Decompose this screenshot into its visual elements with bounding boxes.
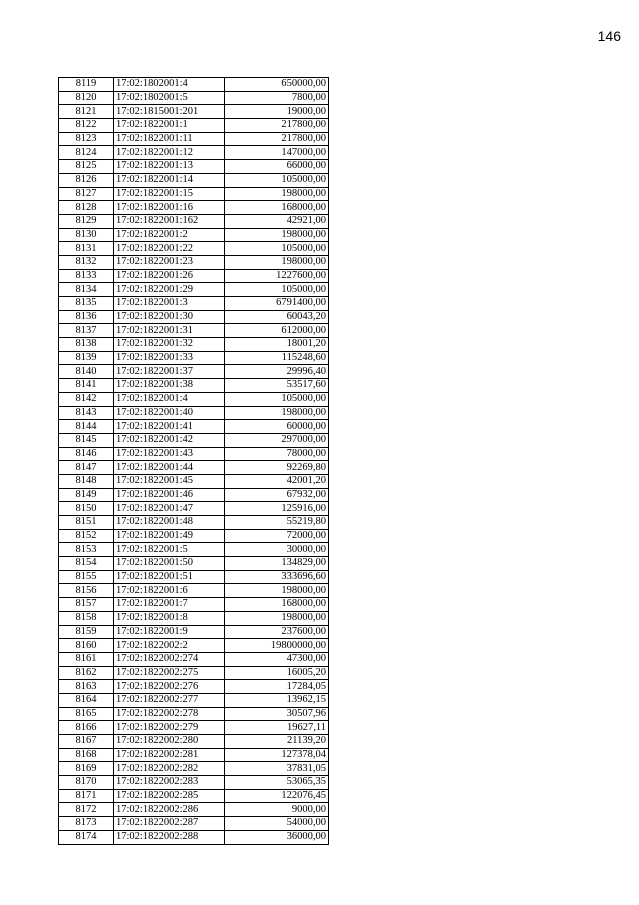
row-number: 8157 [59,598,114,612]
table-row [59,365,329,379]
table-row [59,119,329,133]
row-number: 8153 [59,543,114,557]
cadastral-value: 42921,00 [225,214,329,228]
row-number: 8124 [59,146,114,160]
cadastral-number: 17:02:1822001:50 [114,557,225,571]
row-number: 8159 [59,625,114,639]
cadastral-value: 7800,00 [225,91,329,105]
cadastral-value: 198000,00 [225,255,329,269]
cadastral-value: 127378,04 [225,748,329,762]
cadastral-value: 29996,40 [225,365,329,379]
table-row [59,748,329,762]
cadastral-value: 60043,20 [225,310,329,324]
table-row [59,557,329,571]
row-number: 8165 [59,707,114,721]
table-row [59,406,329,420]
row-number: 8134 [59,283,114,297]
cadastral-number: 17:02:1822001:38 [114,379,225,393]
row-number: 8169 [59,762,114,776]
row-number: 8123 [59,132,114,146]
table-row [59,529,329,543]
row-number: 8171 [59,789,114,803]
cadastral-value: 650000,00 [225,78,329,92]
cadastral-number: 17:02:1822002:283 [114,776,225,790]
cadastral-value: 60000,00 [225,420,329,434]
table-row [59,255,329,269]
row-number: 8144 [59,420,114,434]
cadastral-value: 54000,00 [225,817,329,831]
cadastral-number: 17:02:1822002:288 [114,830,225,844]
cadastral-value: 1227600,00 [225,269,329,283]
row-number: 8152 [59,529,114,543]
cadastral-value: 16005,20 [225,666,329,680]
cadastral-value: 9000,00 [225,803,329,817]
cadastral-number: 17:02:1822001:9 [114,625,225,639]
cadastral-value: 217800,00 [225,132,329,146]
cadastral-value: 105000,00 [225,392,329,406]
cadastral-value: 198000,00 [225,187,329,201]
table-row [59,776,329,790]
row-number: 8137 [59,324,114,338]
row-number: 8143 [59,406,114,420]
table-row [59,652,329,666]
cadastral-value: 67932,00 [225,488,329,502]
table-row [59,707,329,721]
cadastral-value: 198000,00 [225,584,329,598]
cadastral-value: 333696,60 [225,570,329,584]
table-row [59,789,329,803]
row-number: 8154 [59,557,114,571]
row-number: 8133 [59,269,114,283]
cadastral-value: 198000,00 [225,611,329,625]
cadastral-number: 17:02:1822001:40 [114,406,225,420]
cadastral-value: 134829,00 [225,557,329,571]
cadastral-number: 17:02:1822002:285 [114,789,225,803]
row-number: 8125 [59,160,114,174]
table-row [59,146,329,160]
cadastral-number: 17:02:1822001:48 [114,516,225,530]
row-number: 8129 [59,214,114,228]
cadastral-number: 17:02:1822001:8 [114,611,225,625]
table-row [59,598,329,612]
table-row [59,570,329,584]
table-row [59,420,329,434]
row-number: 8131 [59,242,114,256]
cadastral-number: 17:02:1822001:7 [114,598,225,612]
cadastral-number: 17:02:1822001:23 [114,255,225,269]
cadastral-value: 105000,00 [225,242,329,256]
row-number: 8167 [59,735,114,749]
table-row [59,379,329,393]
cadastral-value: 125916,00 [225,502,329,516]
cadastral-number: 17:02:1822001:31 [114,324,225,338]
cadastral-value: 105000,00 [225,283,329,297]
cadastral-value: 30000,00 [225,543,329,557]
row-number: 8121 [59,105,114,119]
row-number: 8161 [59,652,114,666]
row-number: 8147 [59,461,114,475]
table-row [59,502,329,516]
cadastral-number: 17:02:1822001:45 [114,474,225,488]
cadastral-number: 17:02:1822002:276 [114,680,225,694]
row-number: 8149 [59,488,114,502]
table-row [59,351,329,365]
cadastral-value: 147000,00 [225,146,329,160]
cadastral-value: 6791400,00 [225,297,329,311]
cadastral-number: 17:02:1822002:282 [114,762,225,776]
cadastral-value: 21139,20 [225,735,329,749]
cadastral-number: 17:02:1822002:278 [114,707,225,721]
cadastral-value: 13962,15 [225,693,329,707]
cadastral-number: 17:02:1822001:29 [114,283,225,297]
row-number: 8138 [59,338,114,352]
table-row [59,132,329,146]
table-row [59,762,329,776]
cadastral-number: 17:02:1822001:13 [114,160,225,174]
cadastral-value: 168000,00 [225,598,329,612]
cadastral-number: 17:02:1802001:5 [114,91,225,105]
row-number: 8146 [59,447,114,461]
cadastral-number: 17:02:1822002:275 [114,666,225,680]
cadastral-number: 17:02:1822001:162 [114,214,225,228]
cadastral-number: 17:02:1822001:3 [114,297,225,311]
row-number: 8132 [59,255,114,269]
cadastral-number: 17:02:1815001:201 [114,105,225,119]
row-number: 8162 [59,666,114,680]
cadastral-number: 17:02:1822001:32 [114,338,225,352]
row-number: 8130 [59,228,114,242]
row-number: 8174 [59,830,114,844]
cadastral-number: 17:02:1822001:37 [114,365,225,379]
cadastral-value: 53517,60 [225,379,329,393]
cadastral-value-table [58,77,329,845]
table-row [59,201,329,215]
cadastral-number: 17:02:1822001:47 [114,502,225,516]
table-row [59,228,329,242]
table-row [59,516,329,530]
cadastral-value: 72000,00 [225,529,329,543]
cadastral-number: 17:02:1822002:280 [114,735,225,749]
cadastral-value: 55219,80 [225,516,329,530]
table-row [59,173,329,187]
row-number: 8163 [59,680,114,694]
cadastral-number: 17:02:1822002:287 [114,817,225,831]
table-body [59,78,329,845]
cadastral-value: 17284,05 [225,680,329,694]
cadastral-value: 30507,96 [225,707,329,721]
table-row [59,488,329,502]
row-number: 8140 [59,365,114,379]
cadastral-value: 53065,35 [225,776,329,790]
cadastral-value: 297000,00 [225,433,329,447]
row-number: 8142 [59,392,114,406]
table-row [59,474,329,488]
cadastral-value: 42001,20 [225,474,329,488]
cadastral-number: 17:02:1822001:1 [114,119,225,133]
row-number: 8122 [59,119,114,133]
cadastral-number: 17:02:1822001:11 [114,132,225,146]
table-row [59,269,329,283]
cadastral-value: 78000,00 [225,447,329,461]
page-number: 146 [597,28,621,44]
cadastral-number: 17:02:1822002:286 [114,803,225,817]
table-row [59,324,329,338]
row-number: 8126 [59,173,114,187]
cadastral-value: 19800000,00 [225,639,329,653]
table-row [59,693,329,707]
row-number: 8120 [59,91,114,105]
table-row [59,830,329,844]
row-number: 8156 [59,584,114,598]
row-number: 8164 [59,693,114,707]
cadastral-value: 168000,00 [225,201,329,215]
row-number: 8145 [59,433,114,447]
table-row [59,310,329,324]
table-row [59,543,329,557]
cadastral-number: 17:02:1822001:43 [114,447,225,461]
row-number: 8141 [59,379,114,393]
row-number: 8172 [59,803,114,817]
cadastral-number: 17:02:1822001:51 [114,570,225,584]
table-row [59,187,329,201]
table-row [59,338,329,352]
cadastral-value: 105000,00 [225,173,329,187]
cadastral-number: 17:02:1822001:15 [114,187,225,201]
cadastral-value: 36000,00 [225,830,329,844]
row-number: 8135 [59,297,114,311]
cadastral-number: 17:02:1822001:26 [114,269,225,283]
row-number: 8151 [59,516,114,530]
cadastral-value: 19000,00 [225,105,329,119]
table-row [59,803,329,817]
row-number: 8166 [59,721,114,735]
cadastral-number: 17:02:1822002:279 [114,721,225,735]
cadastral-number: 17:02:1802001:4 [114,78,225,92]
cadastral-number: 17:02:1822002:2 [114,639,225,653]
table-row [59,461,329,475]
cadastral-number: 17:02:1822001:42 [114,433,225,447]
cadastral-number: 17:02:1822001:41 [114,420,225,434]
cadastral-value: 47300,00 [225,652,329,666]
table-row [59,91,329,105]
cadastral-value: 198000,00 [225,406,329,420]
table-row [59,625,329,639]
cadastral-number: 17:02:1822001:33 [114,351,225,365]
row-number: 8139 [59,351,114,365]
row-number: 8150 [59,502,114,516]
row-number: 8119 [59,78,114,92]
row-number: 8170 [59,776,114,790]
row-number: 8168 [59,748,114,762]
cadastral-number: 17:02:1822001:4 [114,392,225,406]
table-row [59,283,329,297]
table-row [59,78,329,92]
table-row [59,297,329,311]
table-row [59,160,329,174]
row-number: 8160 [59,639,114,653]
cadastral-number: 17:02:1822001:30 [114,310,225,324]
row-number: 8155 [59,570,114,584]
table-row [59,680,329,694]
row-number: 8148 [59,474,114,488]
cadastral-number: 17:02:1822002:274 [114,652,225,666]
table-row [59,105,329,119]
table-row [59,584,329,598]
cadastral-value: 217800,00 [225,119,329,133]
row-number: 8173 [59,817,114,831]
cadastral-number: 17:02:1822001:2 [114,228,225,242]
cadastral-value: 66000,00 [225,160,329,174]
cadastral-number: 17:02:1822001:22 [114,242,225,256]
cadastral-number: 17:02:1822001:5 [114,543,225,557]
cadastral-number: 17:02:1822002:281 [114,748,225,762]
table-row [59,214,329,228]
table-row [59,611,329,625]
cadastral-value: 18001,20 [225,338,329,352]
table-row [59,721,329,735]
cadastral-value: 92269,80 [225,461,329,475]
cadastral-number: 17:02:1822001:12 [114,146,225,160]
row-number: 8136 [59,310,114,324]
cadastral-number: 17:02:1822001:44 [114,461,225,475]
table-row [59,392,329,406]
row-number: 8128 [59,201,114,215]
row-number: 8127 [59,187,114,201]
table-row [59,735,329,749]
cadastral-number: 17:02:1822001:46 [114,488,225,502]
cadastral-value: 612000,00 [225,324,329,338]
row-number: 8158 [59,611,114,625]
cadastral-value: 115248,60 [225,351,329,365]
table-row [59,433,329,447]
cadastral-number: 17:02:1822002:277 [114,693,225,707]
table-row [59,666,329,680]
cadastral-number: 17:02:1822001:14 [114,173,225,187]
cadastral-value: 122076,45 [225,789,329,803]
table-row [59,242,329,256]
cadastral-value: 198000,00 [225,228,329,242]
cadastral-value: 37831,05 [225,762,329,776]
table-row [59,817,329,831]
table-row [59,447,329,461]
table-row [59,639,329,653]
cadastral-value: 19627,11 [225,721,329,735]
cadastral-number: 17:02:1822001:49 [114,529,225,543]
cadastral-value: 237600,00 [225,625,329,639]
cadastral-number: 17:02:1822001:6 [114,584,225,598]
cadastral-number: 17:02:1822001:16 [114,201,225,215]
